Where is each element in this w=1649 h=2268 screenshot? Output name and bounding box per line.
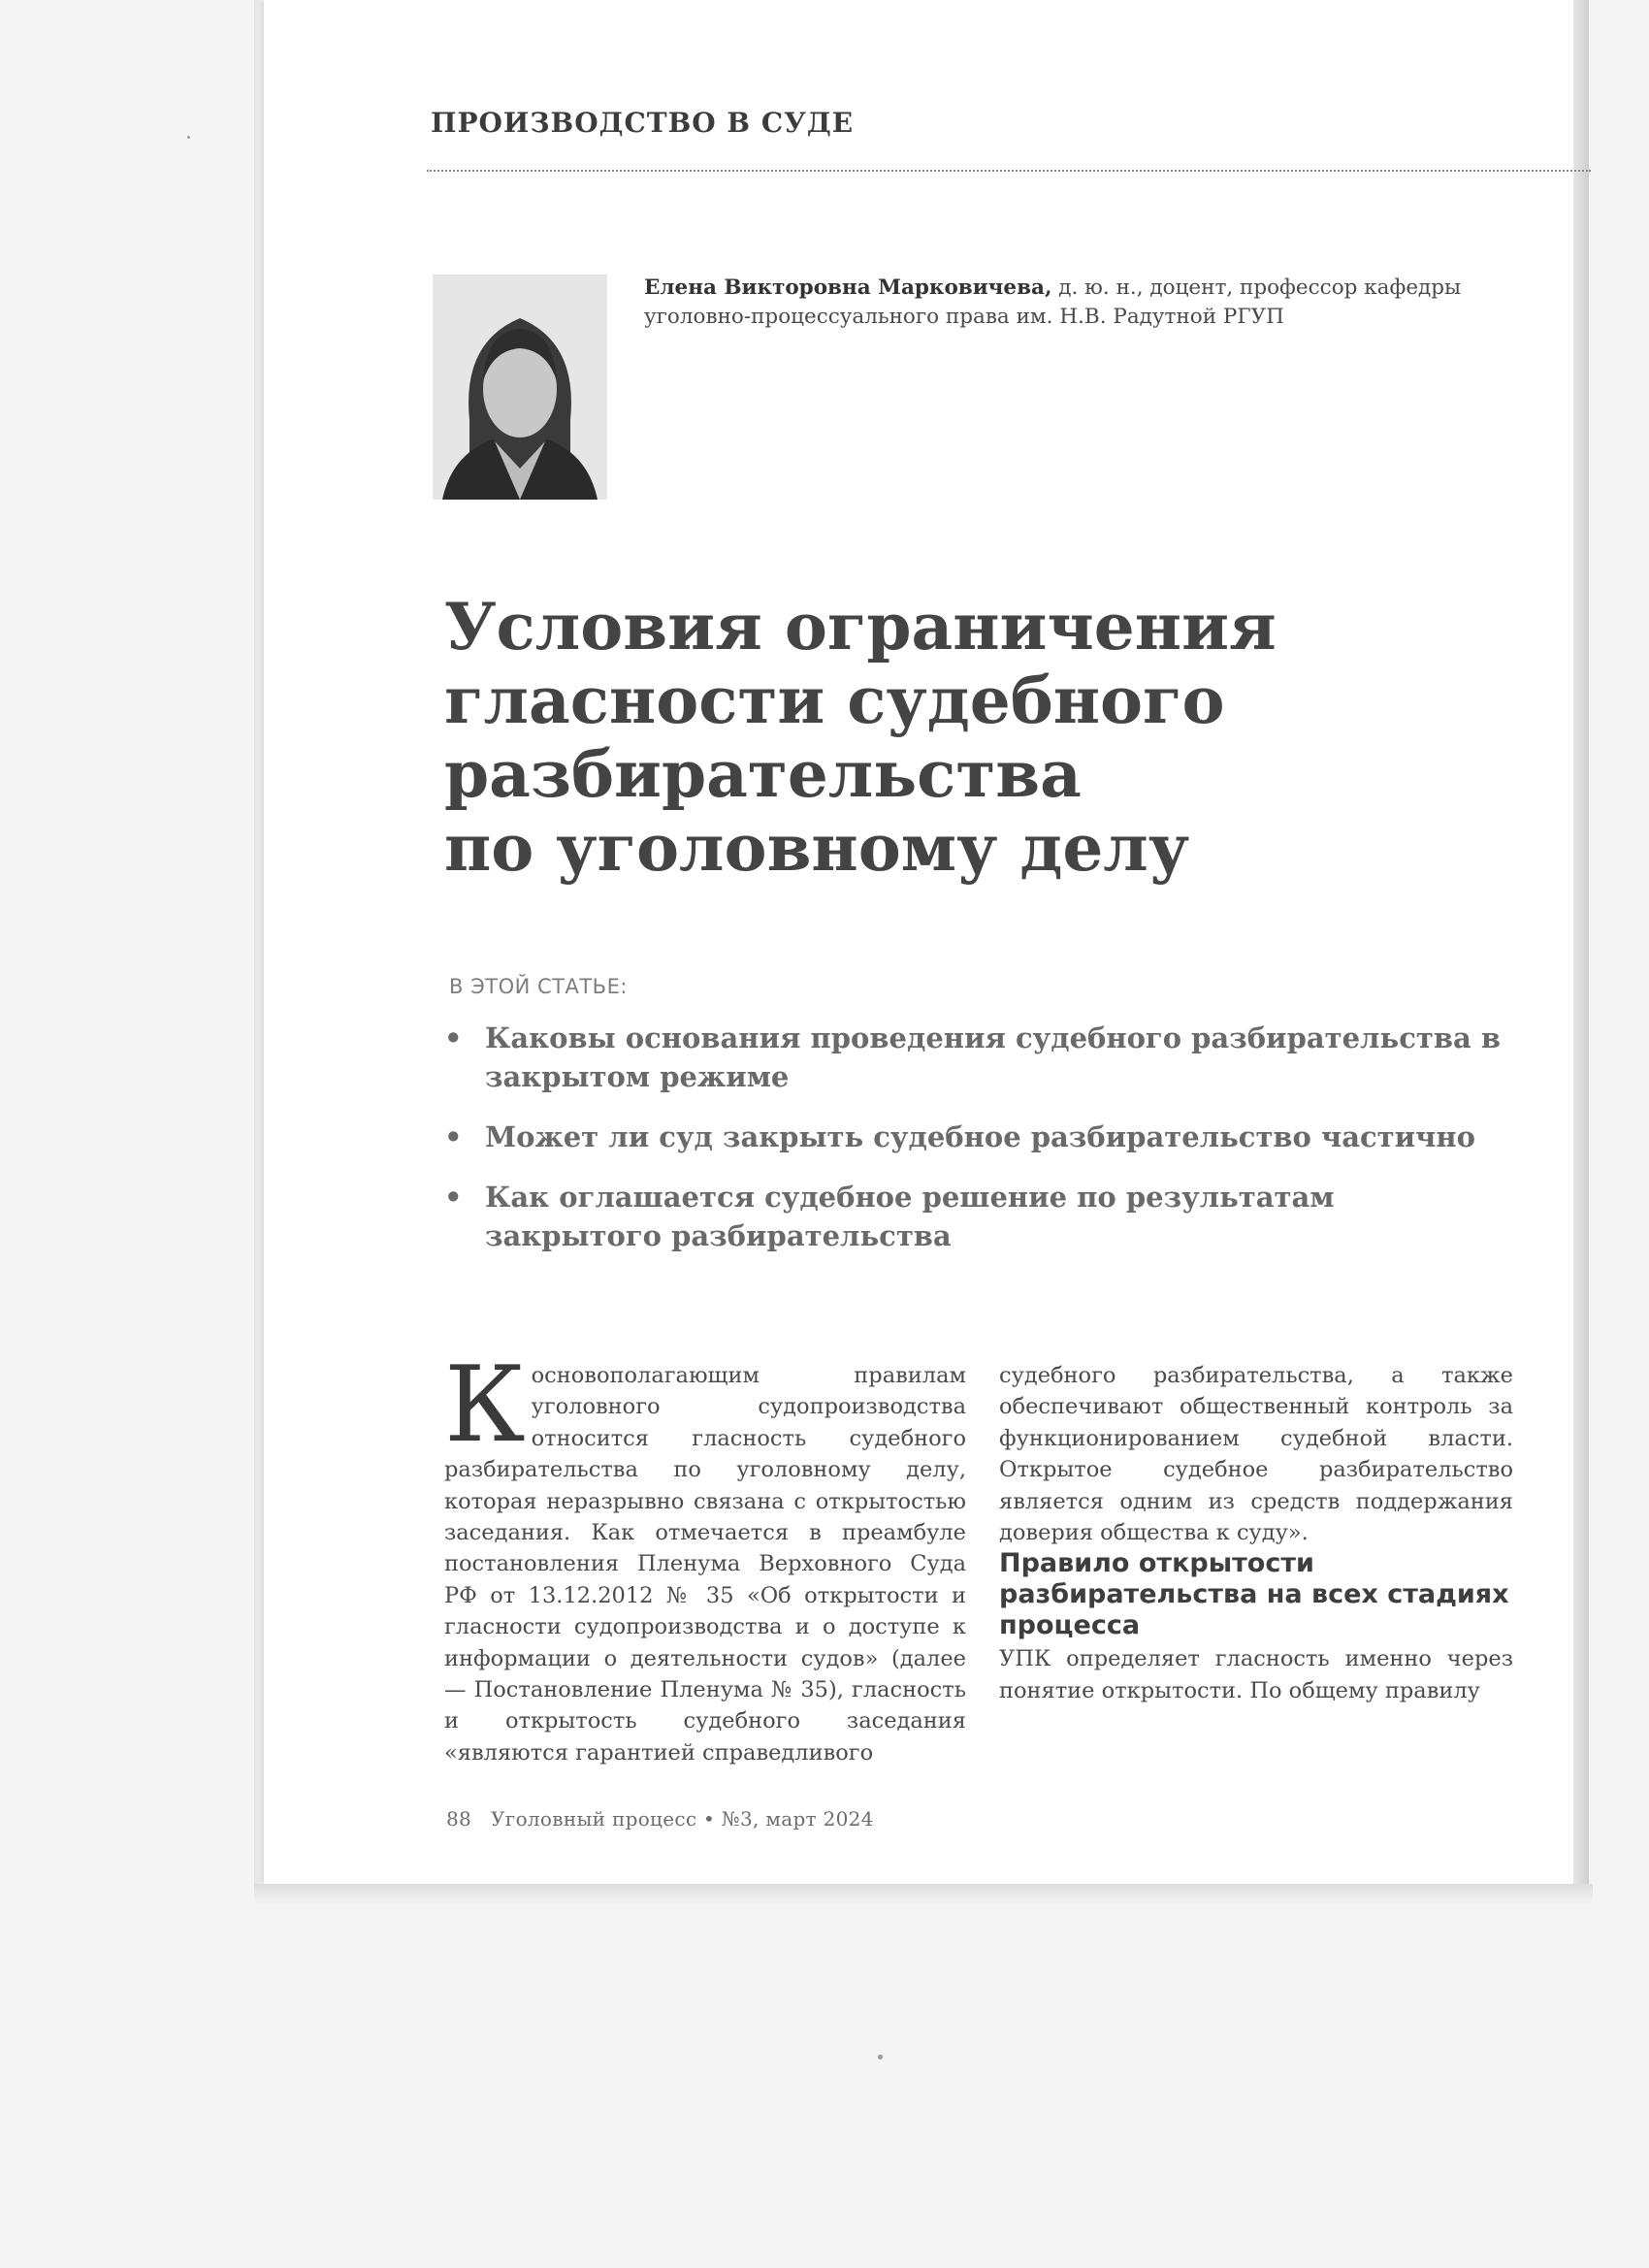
drop-cap: К	[444, 1345, 526, 1466]
body-column-right	[999, 1360, 1513, 1706]
highlight-item: • Как оглашается судебное решение по результатам закрытого разбирательства	[444, 1178, 1511, 1255]
in-this-article-label: В ЭТОЙ СТАТЬЕ:	[449, 975, 628, 998]
page-footer	[446, 1807, 874, 1831]
page-number: 88	[446, 1807, 472, 1831]
title-line: Условия ограничения	[444, 589, 1277, 664]
highlight-item: • Может ли суд закрыть судебное разбирательство частично	[444, 1118, 1511, 1156]
author-credentials: д. ю. н., доцент, профессор кафедры	[1051, 275, 1462, 300]
bullet-icon: •	[444, 1120, 463, 1153]
author-photo	[433, 275, 607, 500]
body-paragraph: судебного разбирательства, а также обеспечивают общественный контроль за функционированием судебной власти. Открытое судебное разбирательство является одним из средств поддержания доверия общества к суду».	[999, 1363, 1513, 1546]
article-highlights	[444, 1019, 1511, 1277]
page-bottom-shadow	[254, 1884, 1593, 1905]
section-header: ПРОИЗВОДСТВО В СУДЕ	[431, 107, 855, 139]
author-portrait-icon	[433, 275, 607, 500]
scan-speck	[878, 2055, 883, 2059]
bullet-icon: •	[444, 1181, 463, 1214]
body-paragraph: УПК определяет гласность именно через понятие открытости. По общему правилу	[999, 1646, 1513, 1703]
author-byline	[644, 274, 1517, 332]
scan-speck	[187, 136, 190, 139]
page-edge-right	[1573, 0, 1589, 1884]
bullet-icon: •	[444, 1021, 463, 1054]
body-paragraph: основополагающим правилам уголовного судопроизводства относится гласность судебного разбирательства по уголовному делу, которая неразрывно связана с открытостью заседания. Как отмечается в преамбуле постановления Пленума Верховного Суда РФ от 13.12.2012 № 35 «Об открытости и гласности судопроизводства и о доступе к информации о деятельности судов» (далее — Постановление Пленума № 35), гласность и открытость судебного заседания «являются гарантией справедливого	[444, 1363, 966, 1766]
section-subheading: Правило открытости разбирательства на всех стадиях процесса	[999, 1548, 1509, 1641]
highlight-item: • Каковы основания проведения судебного разбирательства в закрытом режиме	[444, 1019, 1511, 1096]
journal-issue: №3, март 2024	[721, 1807, 874, 1831]
dotted-divider	[427, 170, 1591, 172]
journal-name: Уголовный процесс	[491, 1807, 697, 1831]
author-department: уголовно-процессуального права им. Н.В. Радутной РГУП	[644, 305, 1284, 329]
title-line: по уголовному делу	[444, 810, 1190, 886]
body-column-left	[444, 1345, 966, 1768]
title-line: гласности судебного	[444, 663, 1225, 738]
title-line: разбирательства	[444, 736, 1082, 812]
footer-separator: •	[703, 1807, 716, 1831]
article-title	[444, 590, 1414, 885]
author-name: Елена Викторовна Марковичева,	[644, 275, 1052, 300]
